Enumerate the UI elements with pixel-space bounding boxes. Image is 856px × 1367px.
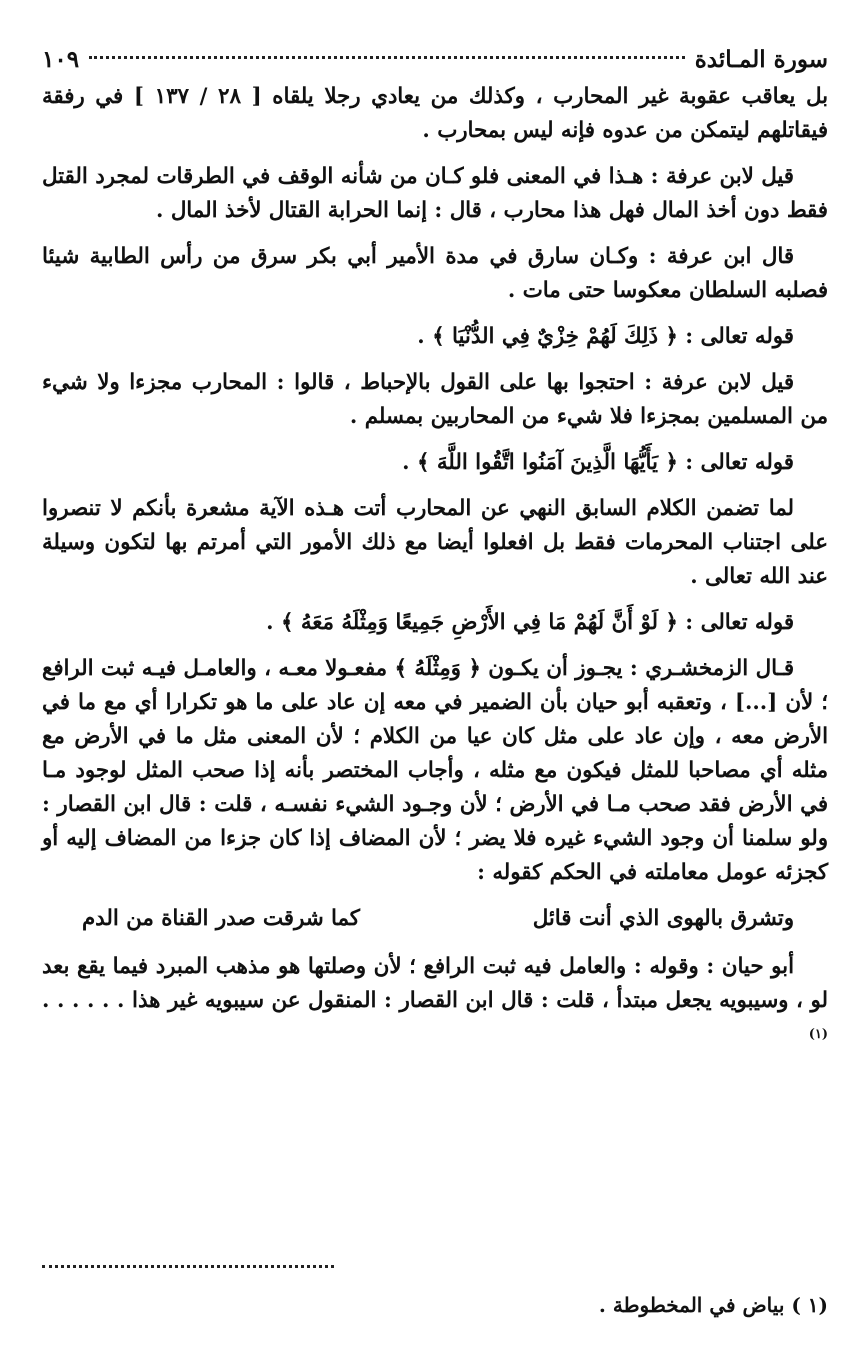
paragraph-7: لما تضمن الكلام السابق النهي عن المحارب أتت هـذه الآية مشعرة بأنكم لا تنصروا على اجتناب المحرمات فقط بل افعلوا أيضا مع ذلك الأمور التي أمرتم بها لتكون وسيلة عند الله تعالى . xyxy=(42,496,828,589)
footnote-divider xyxy=(42,1265,334,1268)
quran-quote-2: قوله تعالى : ﴿ يَأَيُّهَا الَّذِينَ آمَنُوا اتَّقُوا اللَّهَ ﴾ . xyxy=(402,450,794,475)
running-header xyxy=(42,40,828,80)
page-number: ١٠٩ xyxy=(42,46,80,73)
verse-first-hemistich: وتشرق بالهوى الذي أنت قائل xyxy=(532,906,794,931)
footnote: (١ ) بياض في المخطوطة . xyxy=(598,1293,828,1317)
closing-paragraph xyxy=(42,950,828,1057)
paragraph-1: بل يعاقب عقوبة غير المحارب ، وكذلك من يعادي رجلا يلقاه [ ٢٨ / ١٣٧ ] في رفقة فيقاتلهم ليتمكن من عدوه فإنه ليس بمحارب . xyxy=(42,84,828,143)
surah-title: سورة المـائدة xyxy=(694,46,828,73)
closing-paragraph-text: أبو حيان : وقوله : والعامل فيه ثبت الرافع ؛ لأن وصلتها هو مذهب المبرد فيما يقع بعد لو ، وسيبويه يجعل مبتدأ ، قلت : قال ابن القصار : المنقول عن سيبويه غير هذا . . . . . . xyxy=(42,954,828,1013)
paragraph-9: قـال الزمخشـري : يجـوز أن يكـون ﴿ وَمِثْلَهُ ﴾ مفعـولا معـه ، والعامـل فيـه ثبت الرافع ؛ لأن [...] ، وتعقبه أبو حيان بأن الضمير في معه إن عاد على ما هو تكرارا أي مع ما في الأرض معه ، وإن عاد على مثل كان عيا من الكلام ؛ لأن المعنى مثل ما في الأرض مع مثله أي مصاحبا للمثل فيكون مع مثله ، وأجاب المختصر بأنه إذا صحب المثل لوجود مـا في الأرض فقد صحب مـا في الأرض ؛ لأن وجـود الشيء نفسـه ، قلت : قال ابن القصار : ولو سلمنا أن وجود الشيء غيره فلا يضر ؛ لأن المضاف إذا كان جزءا من المضاف إليه أو كجزئه عومل معاملته في الحكم كقوله : xyxy=(42,656,828,885)
page-body xyxy=(42,40,828,1069)
paragraph-3: قال ابن عرفة : وكـان سارق في مدة الأمير أبي بكر سرق من رأس الطابية شيئا فصلبه السلطان معكوسا حتى مات . xyxy=(42,244,828,303)
verse-second-hemistich: كما شرقت صدر القناة من الدم xyxy=(82,906,360,931)
footnote-reference: (١) xyxy=(808,1027,828,1042)
poetry-verse xyxy=(42,902,828,936)
paragraph-2: قيل لابن عرفة : هـذا في المعنى فلو كـان من شأنه الوقف في الطرقات لمجرد القتل فقط دون أخذ المال فهل هذا محارب ، قال : إنما الحرابة القتال لأخذ المال . xyxy=(42,164,828,223)
quran-quote-3: قوله تعالى : ﴿ لَوْ أَنَّ لَهُمْ مَا فِي الأَرْضِ جَمِيعًا وَمِثْلَهُ مَعَهُ ﴾ . xyxy=(266,610,794,635)
quran-quote-1: قوله تعالى : ﴿ ذَلِكَ لَهُمْ خِزْيٌ فِي الدُّنْيَا ﴾ . xyxy=(417,324,794,349)
header-leader-dots xyxy=(89,56,685,59)
paragraph-5: قيل لابن عرفة : احتجوا بها على القول بالإحباط ، قالوا : المحارب مجزءا ولا شيء من المسلمين بمجزءا فلا شيء من المحاربين بمسلم . xyxy=(42,370,828,429)
